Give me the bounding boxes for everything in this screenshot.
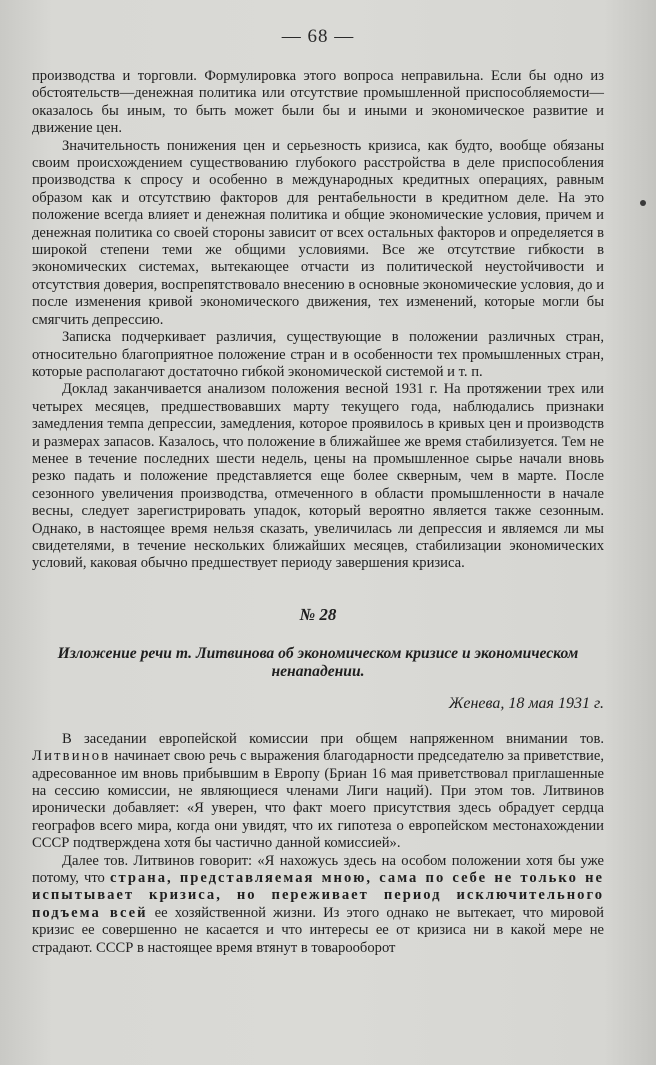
document-place-date: Женева, 18 мая 1931 г. xyxy=(448,694,604,712)
speech-intro-text-b: начинает свою речь с выражения благодарности председателю за приветствие, адресованное им вновь прибывшим в Европу (Бриан 16 мая приветствовал приглашенные на сессию комиссии, не являющиеся членами Лиги наций). При этом тов. Литвинов иронически добавляет: «Я уверен, что факт моего присутствия здесь обрадует сердца географов всего мира, когда они увидят, что их гипотеза о европейском местонахождении СССР подтверждена хотя бы частично данной комиссией». xyxy=(32,748,604,852)
paragraph-report-conclusion: Доклад заканчивается анализом положения весной 1931 г. На протяжении трех или четырех месяцев, предшествовавших марту текущего года, наблюдались признаки замедления темпа депрессии, замедления, которое проявилось в кривых цен и производств и размерах запасов. Казалось, что положение в ближайшее же время стабилизуется. Тем не менее в течение последних шести недель, цены на промышленное сырье начали вновь резко падать и положение представляется еще более скверным, чем в марте. После сезонного увеличения производства, отмеченного в области промышленности в начале весны, следует зарегистрировать упадок, который вероятно является также сезонным. Однако, в настоящее время нельзя сказать, увеличилась ли депрессия и являемся ли мы свидетелями, в течение нескольких ближайших месяцев, стабилизации экономических условий, каковая обычно предшествует периоду завершения кризиса. xyxy=(32,381,604,572)
speech-cont-text-a: Далее тов. Литвинов говорит: «Я нахожусь здесь на особом положении хотя бы уже потому, что xyxy=(32,852,604,887)
document-title: Изложение речи т. Литвинова об экономическом кризисе и экономическом ненападении. xyxy=(57,644,579,680)
document-number: № 28 xyxy=(299,604,337,624)
ink-speck xyxy=(640,200,646,206)
paragraph-speech-continued xyxy=(32,853,604,957)
speech-cont-text-b: ее хозяйственной жизни. Из этого однако не вытекает, что мировой кризис ее совершенно не касается и что интересы ее от кризиса ни в какой мере не страдают. СССР в настоящее время втянут в товарооборот xyxy=(32,904,604,956)
paragraph-continuation: производства и торговли. Формулировка этого вопроса неправильна. Если бы одно из обстоятельств—денежная политика или отсутствие промышленной приспособляемости—оказалось бы иным, то быть может были бы и иными и экономическое развитие и движение цен. xyxy=(32,68,604,137)
emphasized-passage: страна, представляемая мною, сама по себе не только не испытывает кризиса, но переживает период исключительного подъема всей xyxy=(32,870,604,921)
paragraph-country-differences: Записка подчеркивает различия, существующие в положении различных стран, относительно благоприятное положение стран и в особенности тех промышленных стран, которые располагают достаточно гибкой экономической системой и т. п. xyxy=(32,329,604,380)
paragraph-price-decline: Значительность понижения цен и серьезность кризиса, как будто, вообще обязаны своим происхождением существованию глубокого расстройства в деле приспособления производства к спросу и особенно в международных кредитных операциях, равным образом как и отсутствию факторов для рентабельности в кредитном деле. На это положение всегда влияет и денежная политика и общие экономические условия, причем и денежная политика со своей стороны зависит от всех остальных факторов и определяется в широкой степени теми же общими условиями. Все же отсутствие гибкости в экономических системах, вытекающее отчасти из политической неустойчивости и отсутствия доверия, воспрепятствовало внесению в основные экономические условия, до и после изменения кривой экономического движения, тех изменений, которые могли бы смягчить депрессию. xyxy=(32,137,604,328)
speaker-name-spaced: Литвинов xyxy=(32,748,111,765)
speech-intro-text-a: В заседании европейской комиссии при общем напряженном внимании тов. xyxy=(62,730,604,747)
paragraph-speech-intro xyxy=(32,731,604,853)
page-number: — 68 — xyxy=(281,26,355,47)
